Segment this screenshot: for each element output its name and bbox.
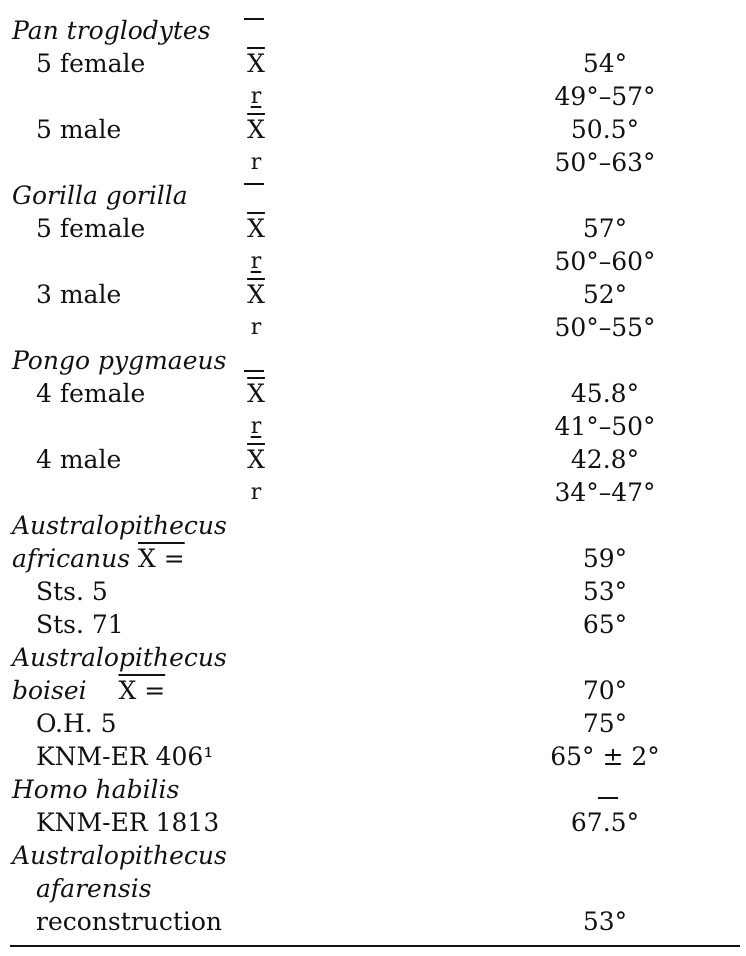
value-cell: 53° [582,577,628,606]
table-row [0,146,746,179]
value-cell: 57° [582,214,628,243]
taxon-species: boisei [12,676,87,705]
mean-symbol: X = [138,544,185,573]
taxon-label: Australopithecus [12,643,227,672]
value-cell: 53° [582,907,628,936]
specimen-label: Sts. 71 [36,610,124,639]
sample-label: 5 male [36,115,122,144]
specimen-label: reconstruction [36,907,223,936]
mean-symbol: $\overline{X}$ [247,49,265,78]
sample-label: 3 male [36,280,122,309]
value-cell: 65° [582,610,628,639]
table-row [0,410,746,443]
specimen-label: O.H. 5 [36,709,117,738]
table-body [0,14,746,938]
taxon-label: Australopithecus [12,841,227,870]
range-symbol: r [250,249,262,274]
range-symbol: r [250,480,262,505]
taxon-label: Australopithecus [12,511,227,540]
bottom-rule [10,945,740,947]
table-row [0,212,746,245]
mean-symbol: X = [118,676,166,705]
value-cell: 34°–47° [554,478,656,507]
table-row [0,80,746,113]
sample-label: 4 male [36,445,122,474]
table-row [0,872,746,905]
separator-dash [244,183,264,185]
table-row [0,608,746,641]
value-cell: 54° [582,49,628,78]
value-cell: 50°–60° [554,247,656,276]
table-row [0,674,746,707]
table-row [0,509,746,542]
value-cell: 75° [582,709,628,738]
table-row [0,905,746,938]
range-symbol: r [250,84,262,109]
value-cell: 50.5° [570,115,640,144]
specimen-label: KNM-ER 1813 [36,808,220,837]
value-cell: 59° [582,544,628,573]
table-row [0,14,746,47]
table-row [0,377,746,410]
table-row [0,47,746,80]
mean-symbol: $\overline{X}$ [247,115,265,144]
taxon-label: Pongo pygmaeus [12,346,227,375]
separator-dash [244,370,264,372]
value-cell: 67.5° [570,808,640,837]
value-cell: 50°–63° [554,148,656,177]
taxon-label: Pan troglodytes [12,16,211,45]
table-row [0,245,746,278]
table-row [0,773,746,806]
separator-dash [244,18,264,20]
taxon-label [12,674,165,707]
table-row [0,344,746,377]
sample-label: 5 female [36,49,146,78]
mean-symbol: $\overline{X}$ [247,214,265,243]
value-cell: 50°–55° [554,313,656,342]
table-row [0,311,746,344]
range-symbol: r [250,315,262,340]
table-row [0,542,746,575]
taxon-label [12,542,185,575]
table-row [0,641,746,674]
table-row [0,740,746,773]
taxon-label: Gorilla gorilla [12,181,188,210]
mean-symbol: $\overline{X}$ [247,379,265,408]
sample-label: 4 female [36,379,146,408]
table-row [0,839,746,872]
specimen-label: KNM-ER 406¹ [36,742,214,771]
mean-symbol: $\overline{X}$ [247,445,265,474]
table-row [0,575,746,608]
table-row [0,113,746,146]
table-row [0,278,746,311]
value-cell: 45.8° [570,379,640,408]
table-row [0,707,746,740]
range-symbol: r [250,150,262,175]
range-symbol: r [250,414,262,439]
value-cell: 49°–57° [554,82,656,111]
table-row [0,806,746,839]
mean-symbol: $\overline{X}$ [247,280,265,309]
table-row [0,179,746,212]
table-row [0,476,746,509]
separator-dash [598,797,618,799]
taxon-label: afarensis [36,874,152,903]
taxon-species: africanus [12,544,131,573]
specimen-label: Sts. 5 [36,577,108,606]
value-cell: 41°–50° [554,412,656,441]
value-cell: 52° [582,280,628,309]
sample-label: 5 female [36,214,146,243]
value-cell: 42.8° [570,445,640,474]
table-row [0,443,746,476]
taxon-label: Homo habilis [12,775,180,804]
value-cell: 70° [582,676,628,705]
value-cell: 65° ± 2° [550,742,660,771]
